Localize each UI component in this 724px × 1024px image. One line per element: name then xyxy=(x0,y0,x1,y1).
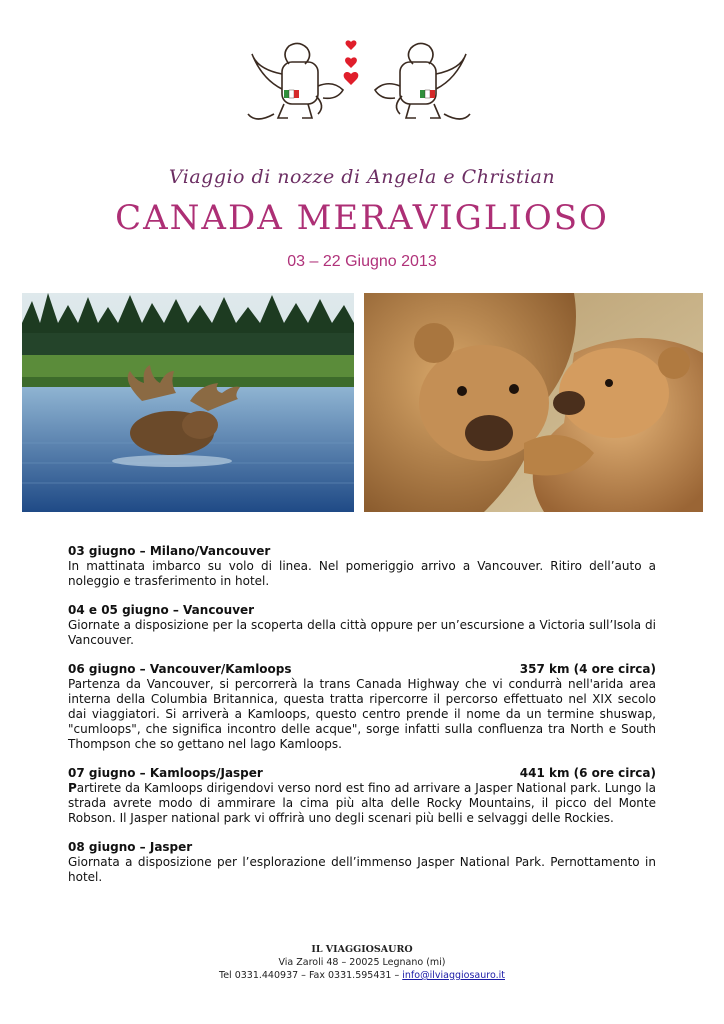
day-distance: 441 km (6 ore circa) xyxy=(519,766,656,780)
day-title: 04 e 05 giugno – Vancouver xyxy=(68,603,255,617)
day-distance: 357 km (4 ore circa) xyxy=(519,662,656,676)
page-subtitle: Viaggio di nozze di Angela e Christian xyxy=(168,166,556,188)
itinerary-day xyxy=(68,662,656,752)
itinerary-day xyxy=(68,840,656,885)
day-description: Giornata a disposizione per l’esplorazione dell’immenso Jasper National Park. Pernottamento in hotel. xyxy=(68,855,656,884)
moose-in-lake-photo xyxy=(22,293,354,512)
page-title: CANADA MERAVIGLIOSO xyxy=(115,198,609,238)
dinosaur-couple-logo xyxy=(244,34,474,146)
company-address: Via Zaroli 48 – 20025 Legnano (mi) xyxy=(278,957,446,968)
day-description: In mattinata imbarco su volo di linea. Nel pomeriggio arrivo a Vancouver. Ritiro dell’auto a noleggio e trasferimento in hotel. xyxy=(68,559,656,588)
phone-fax: Tel 0331.440937 – Fax 0331.595431 – xyxy=(219,970,403,981)
day-heading xyxy=(68,603,656,618)
dinosaur-couple-icon xyxy=(244,34,474,146)
italy-flag-icon xyxy=(284,90,299,98)
day-description-lead: P xyxy=(68,781,77,795)
day-description: Giornate a disposizione per la scoperta della città oppure per un’escursione a Victoria sull’Isola di Vancouver. xyxy=(68,618,656,647)
company-contacts xyxy=(0,969,724,982)
moose-icon xyxy=(22,293,354,512)
bears-icon xyxy=(364,293,703,512)
day-description xyxy=(68,781,656,826)
itinerary-day xyxy=(68,544,656,589)
day-title: 06 giugno – Vancouver/Kamloops xyxy=(68,662,292,676)
itinerary-day xyxy=(68,603,656,648)
day-title: 07 giugno – Kamloops/Jasper xyxy=(68,766,263,780)
day-title: 03 giugno – Milano/Vancouver xyxy=(68,544,271,558)
day-heading xyxy=(68,840,656,855)
itinerary xyxy=(68,544,656,899)
day-heading xyxy=(68,766,656,781)
day-title: 08 giugno – Jasper xyxy=(68,840,193,854)
footer xyxy=(0,943,724,982)
email-link[interactable]: info@ilviaggiosauro.it xyxy=(402,970,505,981)
bears-photo xyxy=(364,293,703,512)
travel-dates: 03 – 22 Giugno 2013 xyxy=(287,253,437,270)
heart-icon xyxy=(344,40,359,85)
company-name: IL VIAGGIOSAURO xyxy=(311,944,413,955)
day-description-body: artirete da Kamloops dirigendovi verso nord est fino ad arrivare a Jasper National park. Lungo la strada avrete modo di ammirare la cima più alta delle Rocky Mountains, il picco del Monte Robson. Il Jasper national park vi offrirà uno degli scenari più belli e selvaggi delle Rockies. xyxy=(68,781,656,825)
day-heading xyxy=(68,544,656,559)
day-description: Partenza da Vancouver, si percorrerà la trans Canada Highway che vi condurrà nell'arida area interna della Columbia Britannica, questa tratta ripercorre il percorso effettuato nel XIX secolo dai viaggiatori. Si arriverà a Kamloops, questo centro prende il nome da un termine shuswap, "cumloops", che significa incontro delle acque", sorge infatti sulla confluenza tra North e South Thompson che so gettano nel lago Kamloops. xyxy=(68,677,656,751)
itinerary-day xyxy=(68,766,656,826)
day-heading xyxy=(68,662,656,677)
